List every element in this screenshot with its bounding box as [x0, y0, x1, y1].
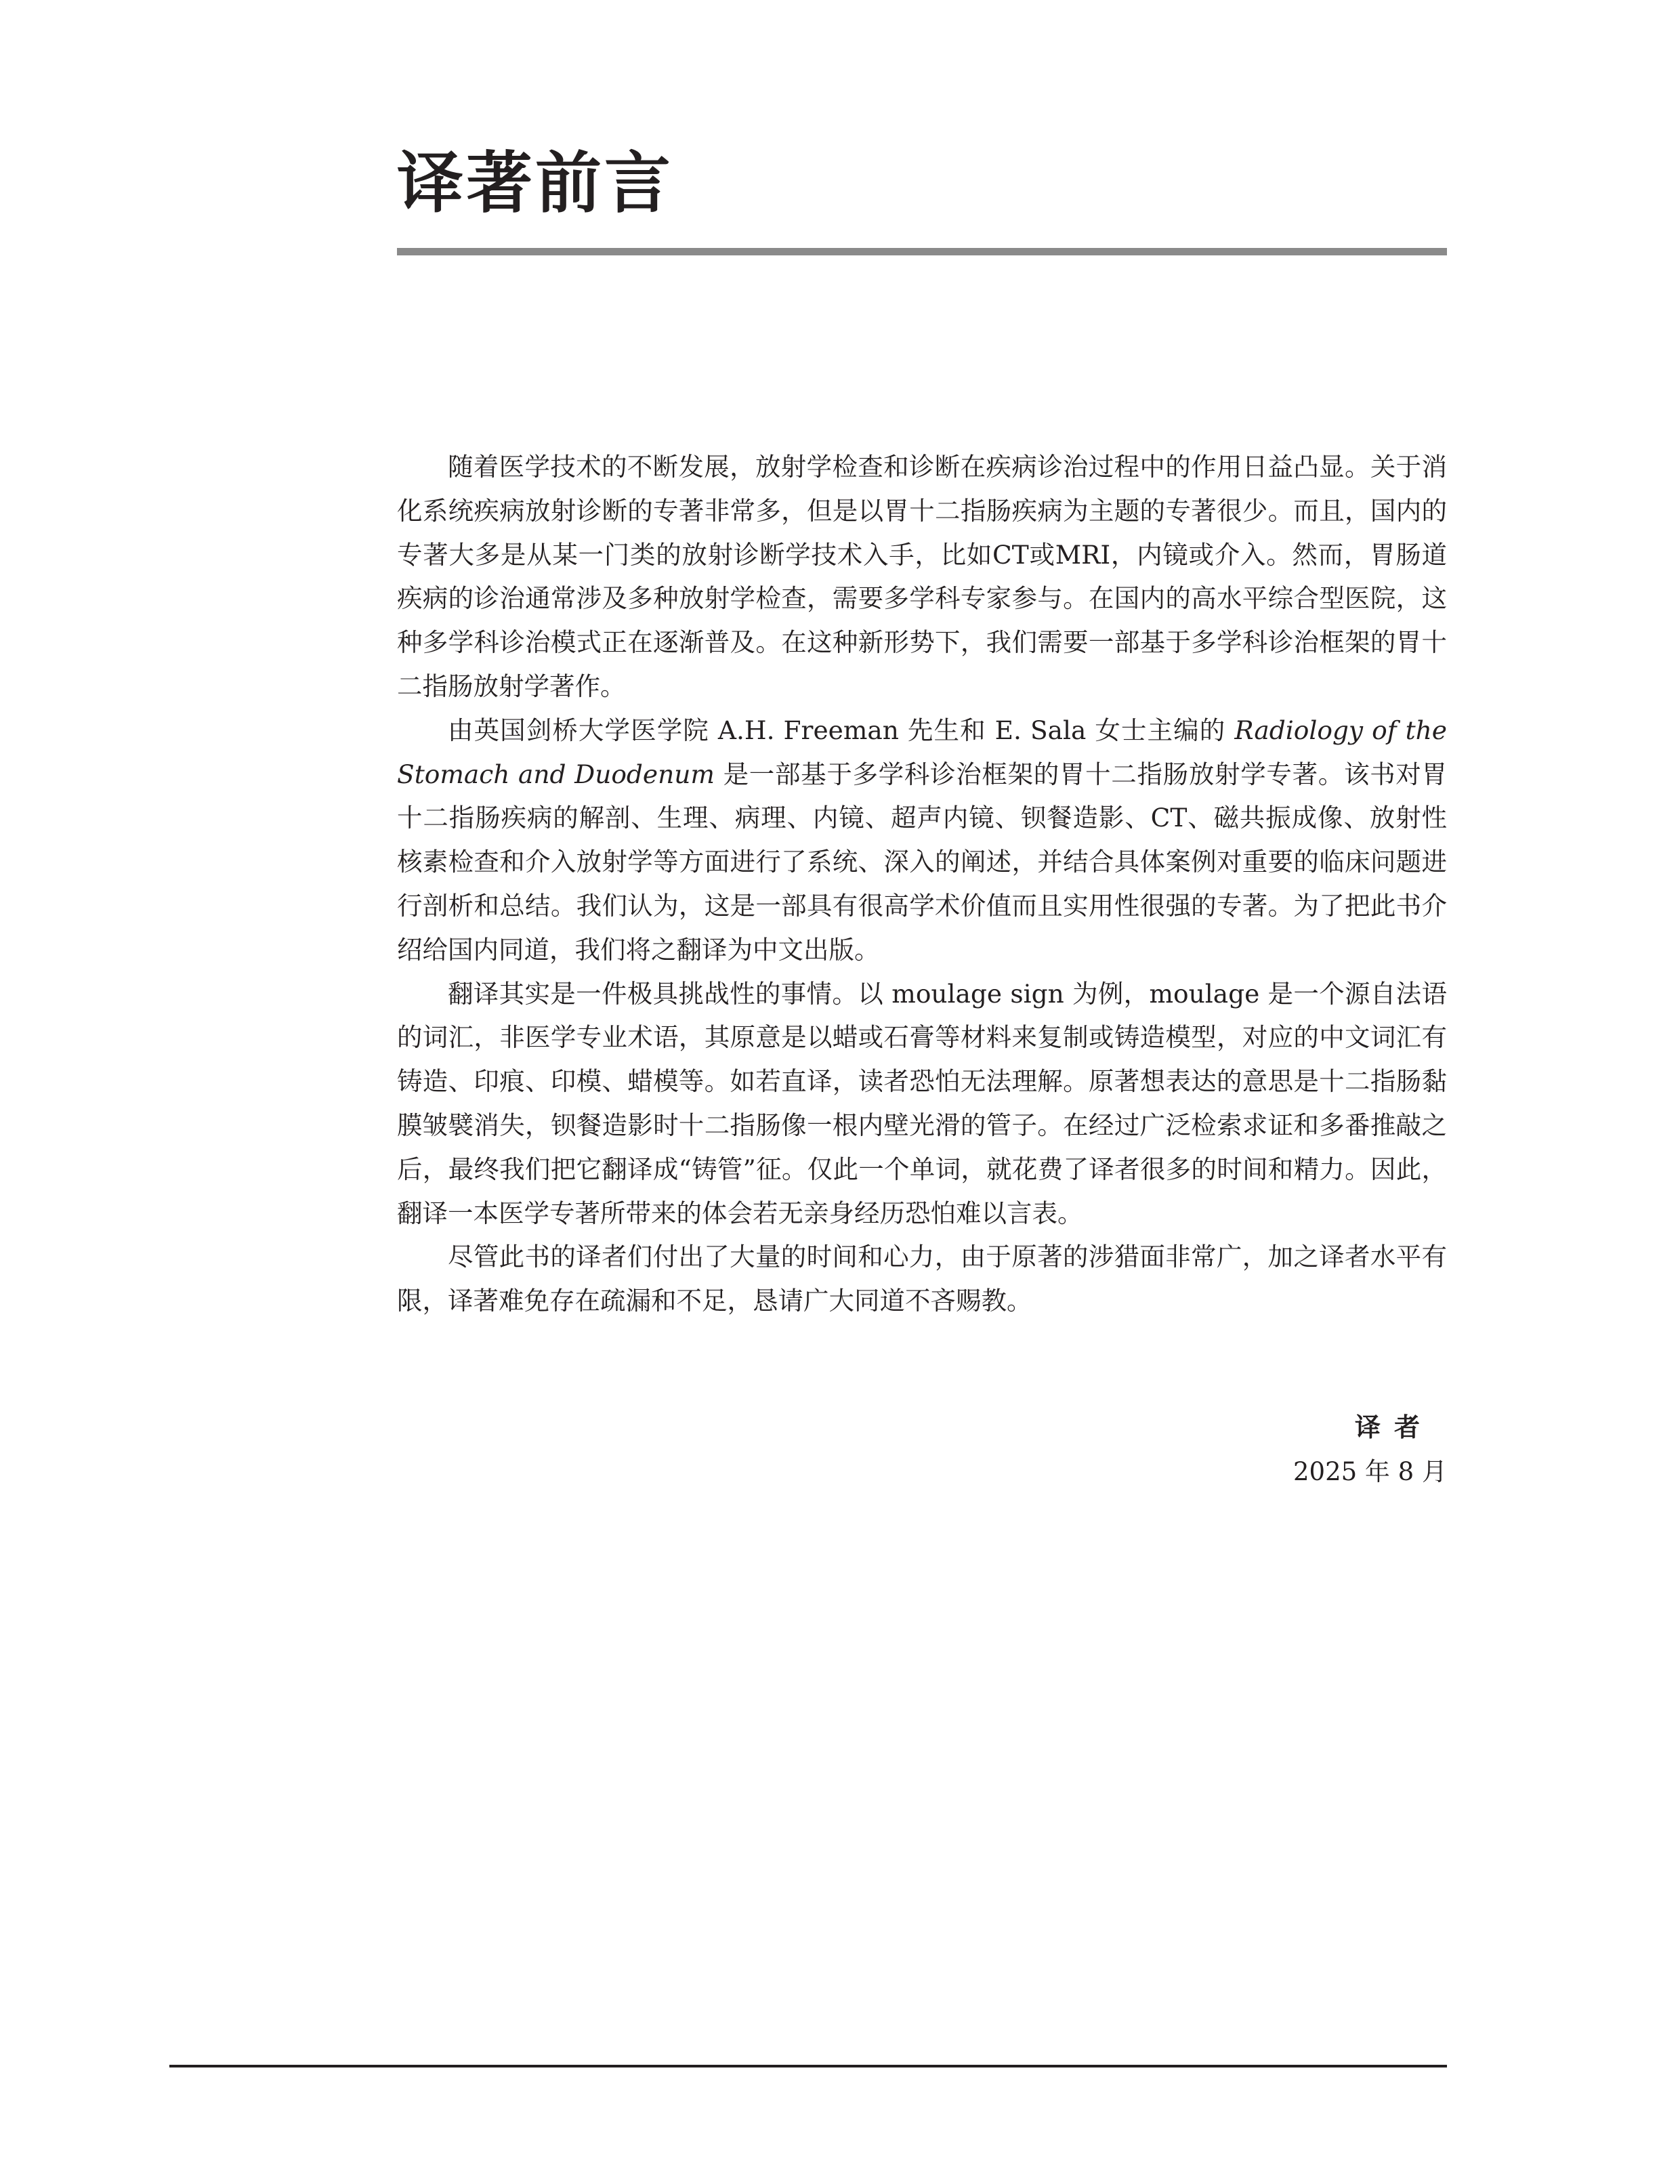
text-run: 由英国剑桥大学医学院 A.H. Freeman 先生和 E. Sala 女士主编的 — [448, 715, 1235, 745]
signature-block — [1293, 1405, 1447, 1494]
text-run: 尽管此书的译者们付出了大量的时间和心力，由于原著的涉猎面非常广，加之译者水平有限，译著难免存在疏漏和不足，恳请广大同道不吝赐教。 — [397, 1242, 1447, 1316]
text-run: 是一部基于多学科诊治框架的胃十二指肠放射学专著。该书对胃十二指肠疾病的解剖、生理、病理、内镜、超声内镜、钡餐造影、CT、磁共振成像、放射性核素检查和介入放射学等方面进行了系统、深入的阐述，并结合具体案例对重要的临床问题进行剖析和总结。我们认为，这是一部具有很高学术价值而且实用性很强的专著。为了把此书介绍给国内同道，我们将之翻译为中文出版。 — [397, 759, 1447, 965]
text-run: 随着医学技术的不断发展，放射学检查和诊断在疾病诊治过程中的作用日益凸显。关于消化系统疾病放射诊断的专著非常多，但是以胃十二指肠疾病为主题的专著很少。而且，国内的专著大多是从某一门类的放射诊断学技术入手，比如CT或MRI，内镜或介入。然而，胃肠道疾病的诊治通常涉及多种放射学检查，需要多学科专家参与。在国内的高水平综合型医院，这种多学科诊治模式正在逐渐普及。在这种新形势下，我们需要一部基于多学科诊治框架的胃十二指肠放射学著作。 — [397, 452, 1447, 701]
paragraph — [397, 972, 1447, 1236]
text-run: 翻译其实是一件极具挑战性的事情。以 moulage sign 为例，moulage 是一个源自法语的词汇，非医学专业术语，其原意是以蜡或石膏等材料来复制或铸造模型，对应的中文词汇有铸造、印痕、印模、蜡模等。如若直译，读者恐怕无法理解。原著想表达的意思是十二指肠黏膜皱襞消失，钡餐造影时十二指肠像一根内壁光滑的管子。在经过广泛检索求证和多番推敲之后，最终我们把它翻译成“铸管”征。仅此一个单词，就花费了译者很多的时间和精力。因此，翻译一本医学专著所带来的体会若无亲身经历恐怕难以言表。 — [397, 978, 1447, 1228]
book-title-italic: Radiology of the Stomach and Duodenum — [397, 715, 1448, 789]
title-underline — [397, 248, 1447, 255]
signature-date: 2025 年 8 月 — [1293, 1457, 1447, 1486]
translator-signature: 译者 — [1354, 1412, 1433, 1442]
paragraph — [397, 445, 1447, 709]
footer-rule — [169, 2065, 1447, 2067]
paragraph — [397, 709, 1447, 972]
page-title: 译著前言 — [397, 145, 674, 222]
preface-body — [397, 445, 1447, 1323]
paragraph — [397, 1235, 1447, 1323]
